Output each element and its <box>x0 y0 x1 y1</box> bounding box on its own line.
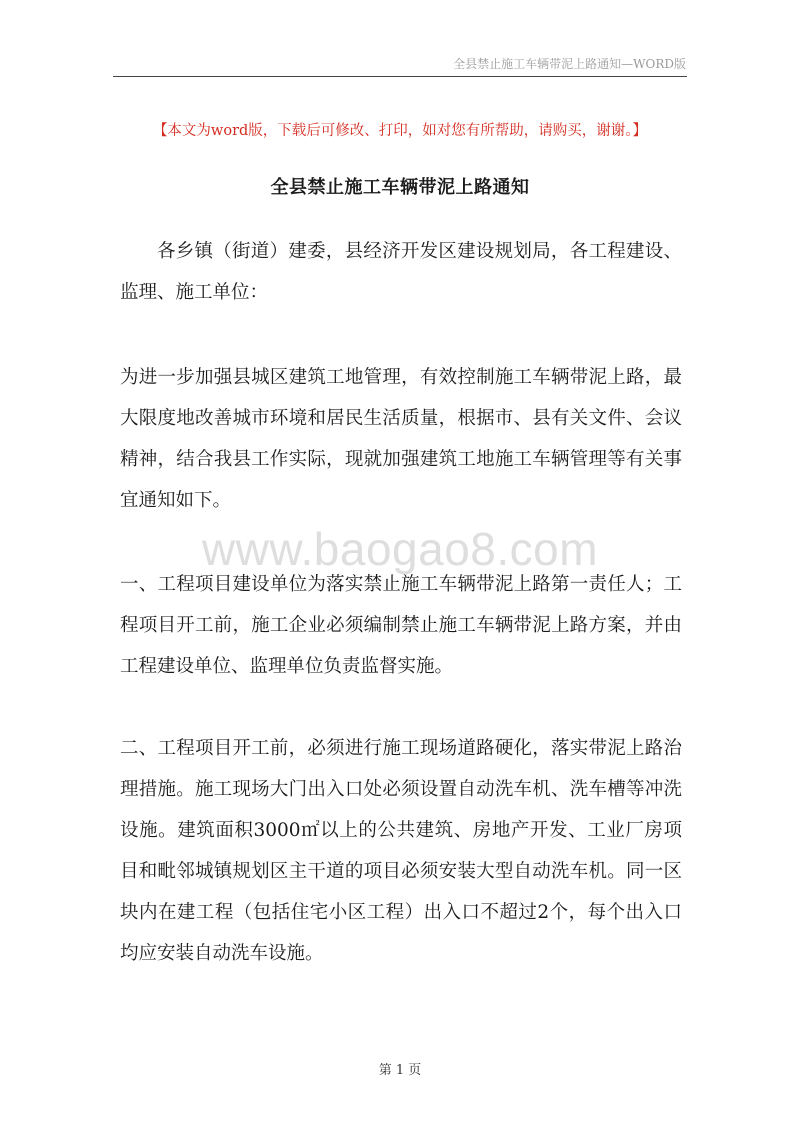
header-rule <box>113 76 687 77</box>
paragraph-intro: 为进一步加强县城区建筑工地管理，有效控制施工车辆带泥上路，最大限度地改善城市环境和居民生活质量，根据市、县有关文件、会议精神，结合我县工作实际，现就加强建筑工地施工车辆管理等有关事宜通知如下。 <box>120 367 682 511</box>
purchase-notice: 【本文为word版，下载后可修改、打印，如对您有所帮助，请购买，谢谢。】 <box>152 123 648 139</box>
watermark: www.baogao8.com <box>201 523 599 575</box>
salutation: 各乡镇（街道）建委，县经济开发区建设规划局，各工程建设、监理、施工单位： <box>120 241 682 303</box>
page-number: 第 1 页 <box>378 1063 422 1078</box>
document-title: 全县禁止施工车辆带泥上路通知 <box>270 177 530 198</box>
paragraph-item-1: 一、工程项目建设单位为落实禁止施工车辆带泥上路第一责任人；工程项目开工前，施工企业必须编制禁止施工车辆带泥上路方案，并由工程建设单位、监理单位负责监督实施。 <box>120 574 682 677</box>
running-header: 全县禁止施工车辆带泥上路通知—WORD版 <box>453 57 686 71</box>
paragraph-item-2: 二、工程项目开工前，必须进行施工现场道路硬化，落实带泥上路治理措施。施工现场大门出入口处必须设置自动洗车机、洗车槽等冲洗设施。建筑面积3000㎡以上的公共建筑、房地产开发、工业厂房项目和毗邻城镇规划区主干道的项目必须安装大型自动洗车机。同一区块内在建工程（包括住宅小区工程）出入口不超过2个，每个出入口均应安装自动洗车设施。 <box>120 738 682 964</box>
